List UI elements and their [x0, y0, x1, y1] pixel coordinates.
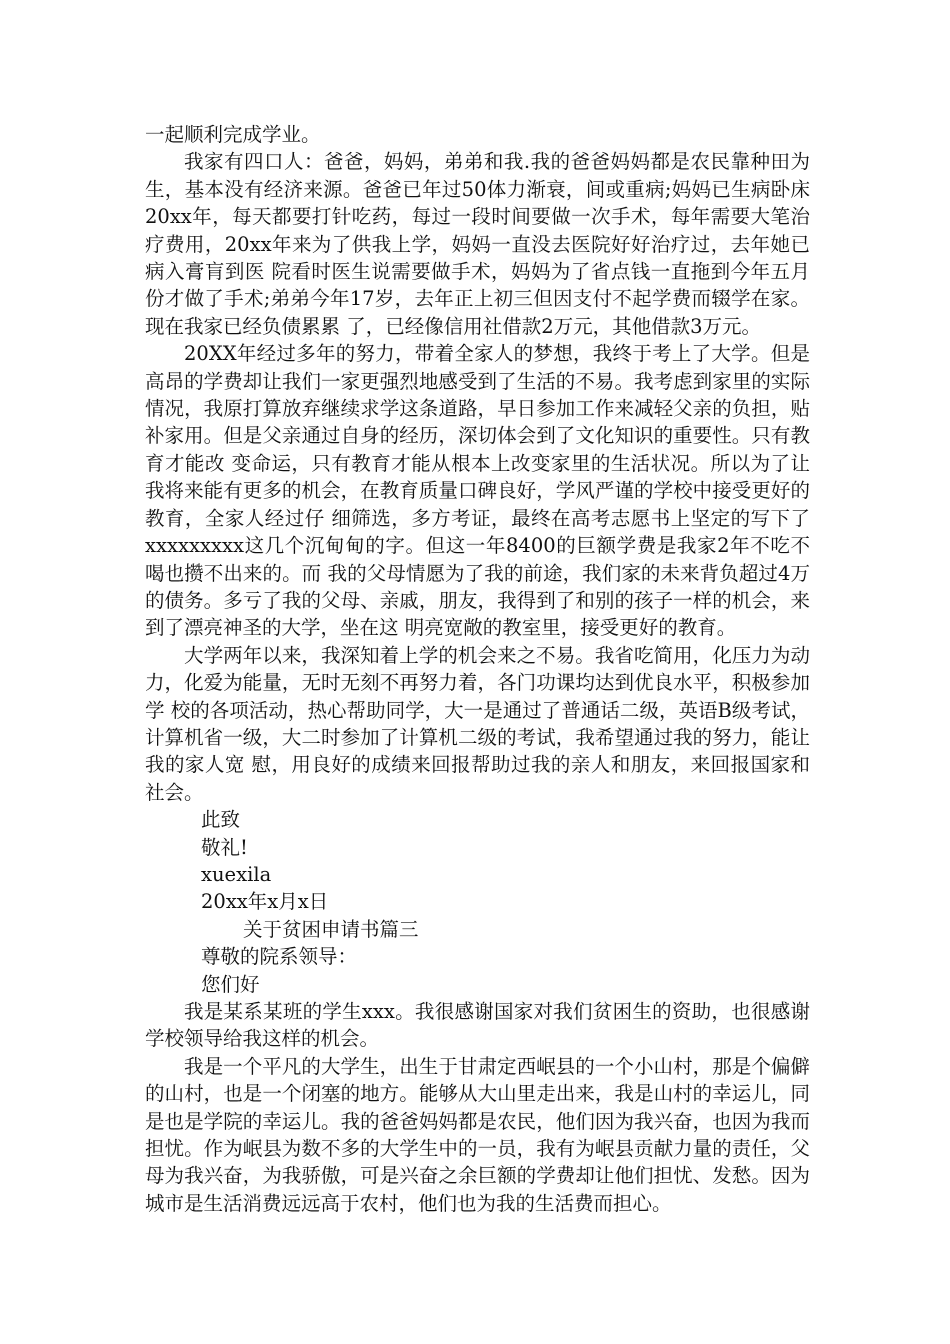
closing-signature: xuexila [201, 862, 272, 886]
section-title: 关于贫困申请书篇三 [243, 917, 419, 941]
closing-cizhi: 此致 [201, 808, 241, 832]
paragraph-college-admission: 20XX年经过多年的努力，带着全家人的梦想，我终于考上了大学。但是高昂的学费却让我们一家更强烈地感受到了生活的不易。我考虑到家里的实际 情况，我原打算放弃继续求学这条道路，早日参加工作来减轻父亲的负担，贴补家用。但是父亲通过自身的经历，深切体会到了文化知识的重要性。只有教育才能改 变命运，只有教育才能从根本上改变家里的生活状况。所以为了让我将来能有更多的机会，在教育质量口碑良好，学风严谨的学校中接受更好的教育，全家人经过仔 细筛选，多方考证，最终在高考志愿书上坚定的写下了xxxxxxxxx这几个沉甸甸的字。但这一年8400的巨额学费是我家2年不吃不喝也攒不出来的。而 我的父母情愿为了我的前途，我们家的未来背负超过4万的债务。多亏了我的父母、亲戚，朋友，我得到了和别的孩子一样的机会，来到了漂亮神圣的大学，坐在这 明亮宽敞的教室里，接受更好的教育。 [145, 342, 810, 640]
continuation-line: 一起顺利完成学业。 [145, 123, 321, 146]
paragraph-intro: 我是某系某班的学生xxx。我很感谢国家对我们贫困生的资助，也很感谢学校领导给我这样的机会。 [145, 1000, 810, 1051]
paragraph-university-study: 大学两年以来，我深知着上学的机会来之不易。我省吃简用，化压力为动力，化爱为能量，无时无刻不再努力着，各门功课均达到优良水平，积极参加学 校的各项活动，热心帮助同学，大一是通过了普通话二级，英语B级考试，计算机省一级，大二时参加了计算机二级的考试，我希望通过我的努力，能让我的家人宽 慰，用良好的成绩来回报帮助过我的亲人和朋友，来回报国家和社会。 [145, 643, 810, 804]
salutation-leaders: 尊敬的院系领导： [201, 945, 358, 969]
salutation-greeting: 您们好 [201, 972, 260, 996]
closing-jingli: 敬礼! [201, 835, 248, 859]
document-page [145, 121, 810, 1217]
paragraph-background: 我是一个平凡的大学生，出生于甘肃定西岷县的一个小山村，那是个偏僻的山村，也是一个闭塞的地方。能够从大山里走出来，我是山村的幸运儿，同是也是学院的幸运儿。我的爸爸妈妈都是农民，他们因为我兴奋，也因为我而担忧。作为岷县为数不多的大学生中的一员，我有为岷县贡献力量的责任，父母为我兴奋，为我骄傲，可是兴奋之余巨额的学费却让他们担忧、发愁。因为城市是生活消费远远高于农村，他们也为我的生活费而担心。 [145, 1054, 810, 1215]
paragraph-family: 我家有四口人：爸爸，妈妈，弟弟和我.我的爸爸妈妈都是农民靠种田为生，基本没有经济来源。爸爸已年过50体力渐衰，间或重病;妈妈已生病卧床 20xx年，每天都要打针吃药，每过一段时间要做一次手术，每年需要大笔治疗费用，20xx年来为了供我上学，妈妈一直没去医院好好治疗过，去年她已病入膏肓到医 院看时医生说需要做手术，妈妈为了省点钱一直拖到今年五月份才做了手术;弟弟今年17岁，去年正上初三但因支付不起学费而辍学在家。现在我家已经负债累累 了，已经像信用社借款2万元，其他借款3万元。 [145, 150, 810, 338]
closing-date: 20xx年x月x日 [201, 890, 329, 914]
